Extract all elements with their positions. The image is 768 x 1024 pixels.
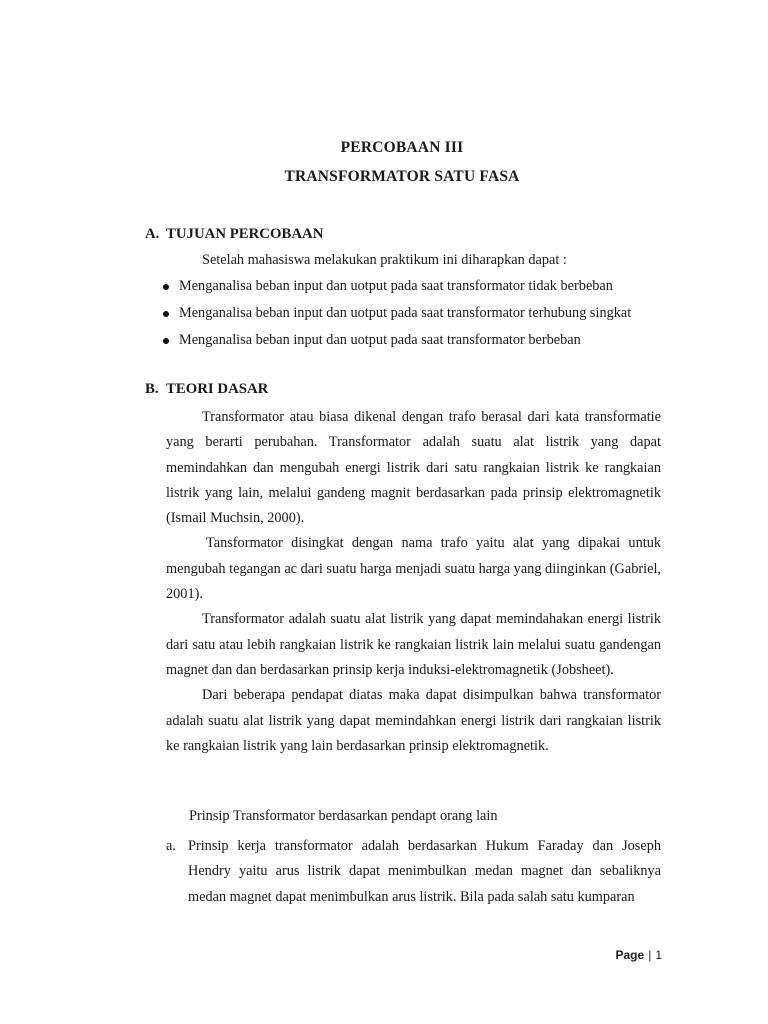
bullet-icon <box>163 311 169 317</box>
page-label: Page <box>615 948 645 962</box>
list-item <box>160 332 631 359</box>
section-b-title: TEORI DASAR <box>166 381 269 397</box>
objectives-list <box>160 278 631 359</box>
theory-body <box>166 405 661 759</box>
objective-text: Menganalisa beban input dan uotput pada saat transformator terhubung singkat <box>179 305 632 321</box>
section-b-heading <box>145 381 268 398</box>
list-marker: a. <box>166 838 176 854</box>
footer-separator: | <box>648 948 652 962</box>
list-item <box>160 278 631 305</box>
bullet-icon <box>163 284 169 290</box>
section-a-letter: A. <box>145 226 160 242</box>
paragraph: Transformator adalah suatu alat listrik yang dapat memindahakan energi listrik dari satu atau lebih rangkaian listrik ke rangkaian listrik lain melalui suatu gandengan magnet dan dan berdasarkan prinsip kerja induksi-elektromagnetik (Jobsheet). <box>166 611 661 678</box>
list-item-text: Prinsip kerja transformator adalah berdasarkan Hukum Faraday dan Joseph Hendry yaitu arus listrik dapat menimbulkan medan magnet dan sebaliknya medan magnet dapat menimbulkan arus listrik. Bila pada salah satu kumparan <box>188 838 661 905</box>
section-a-title: TUJUAN PERCOBAAN <box>166 226 324 242</box>
paragraph: Transformator atau biasa dikenal dengan trafo berasal dari kata transformatie yang berarti perubahan. Transformator adalah suatu alat listrik yang dapat memindahkan dan mengubah energi listrik dari satu rangkaian listrik ke rangkaian listrik yang lain, melalui gandeng magnit berdasarkan pada prinsip elektromagnetik (Ismail Muchsin, 2000). <box>166 409 661 527</box>
objective-text: Menganalisa beban input dan uotput pada saat transformator berbeban <box>179 332 581 348</box>
document-subtitle: TRANSFORMATOR SATU FASA <box>284 168 520 185</box>
paragraph: Tansformator disingkat dengan nama trafo yaitu alat yang dipakai untuk mengubah tegangan ac dari suatu harga menjadi suatu harga yang diinginkan (Gabriel, 2001). <box>166 535 661 603</box>
principle-intro: Prinsip Transformator berdasarkan pendapt orang lain <box>189 808 498 824</box>
page-number: 1 <box>655 948 662 962</box>
section-a-heading <box>145 226 323 243</box>
bullet-icon <box>163 338 169 344</box>
document-title: PERCOBAAN III <box>340 139 464 156</box>
principle-list-item <box>166 834 661 910</box>
objective-text: Menganalisa beban input dan uotput pada saat transformator tidak berbeban <box>179 278 613 294</box>
list-item <box>160 305 631 332</box>
section-a-intro: Setelah mahasiswa melakukan praktikum ini diharapkan dapat : <box>202 252 567 268</box>
paragraph: Dari beberapa pendapat diatas maka dapat disimpulkan bahwa transformator adalah suatu alat listrik yang dapat memindahkan energi listrik dari rangkaian listrik ke rangkaian listrik yang lain berdasarkan prinsip elektromagnetik. <box>166 687 661 754</box>
page-footer <box>616 948 663 962</box>
section-b-letter: B. <box>145 381 159 397</box>
